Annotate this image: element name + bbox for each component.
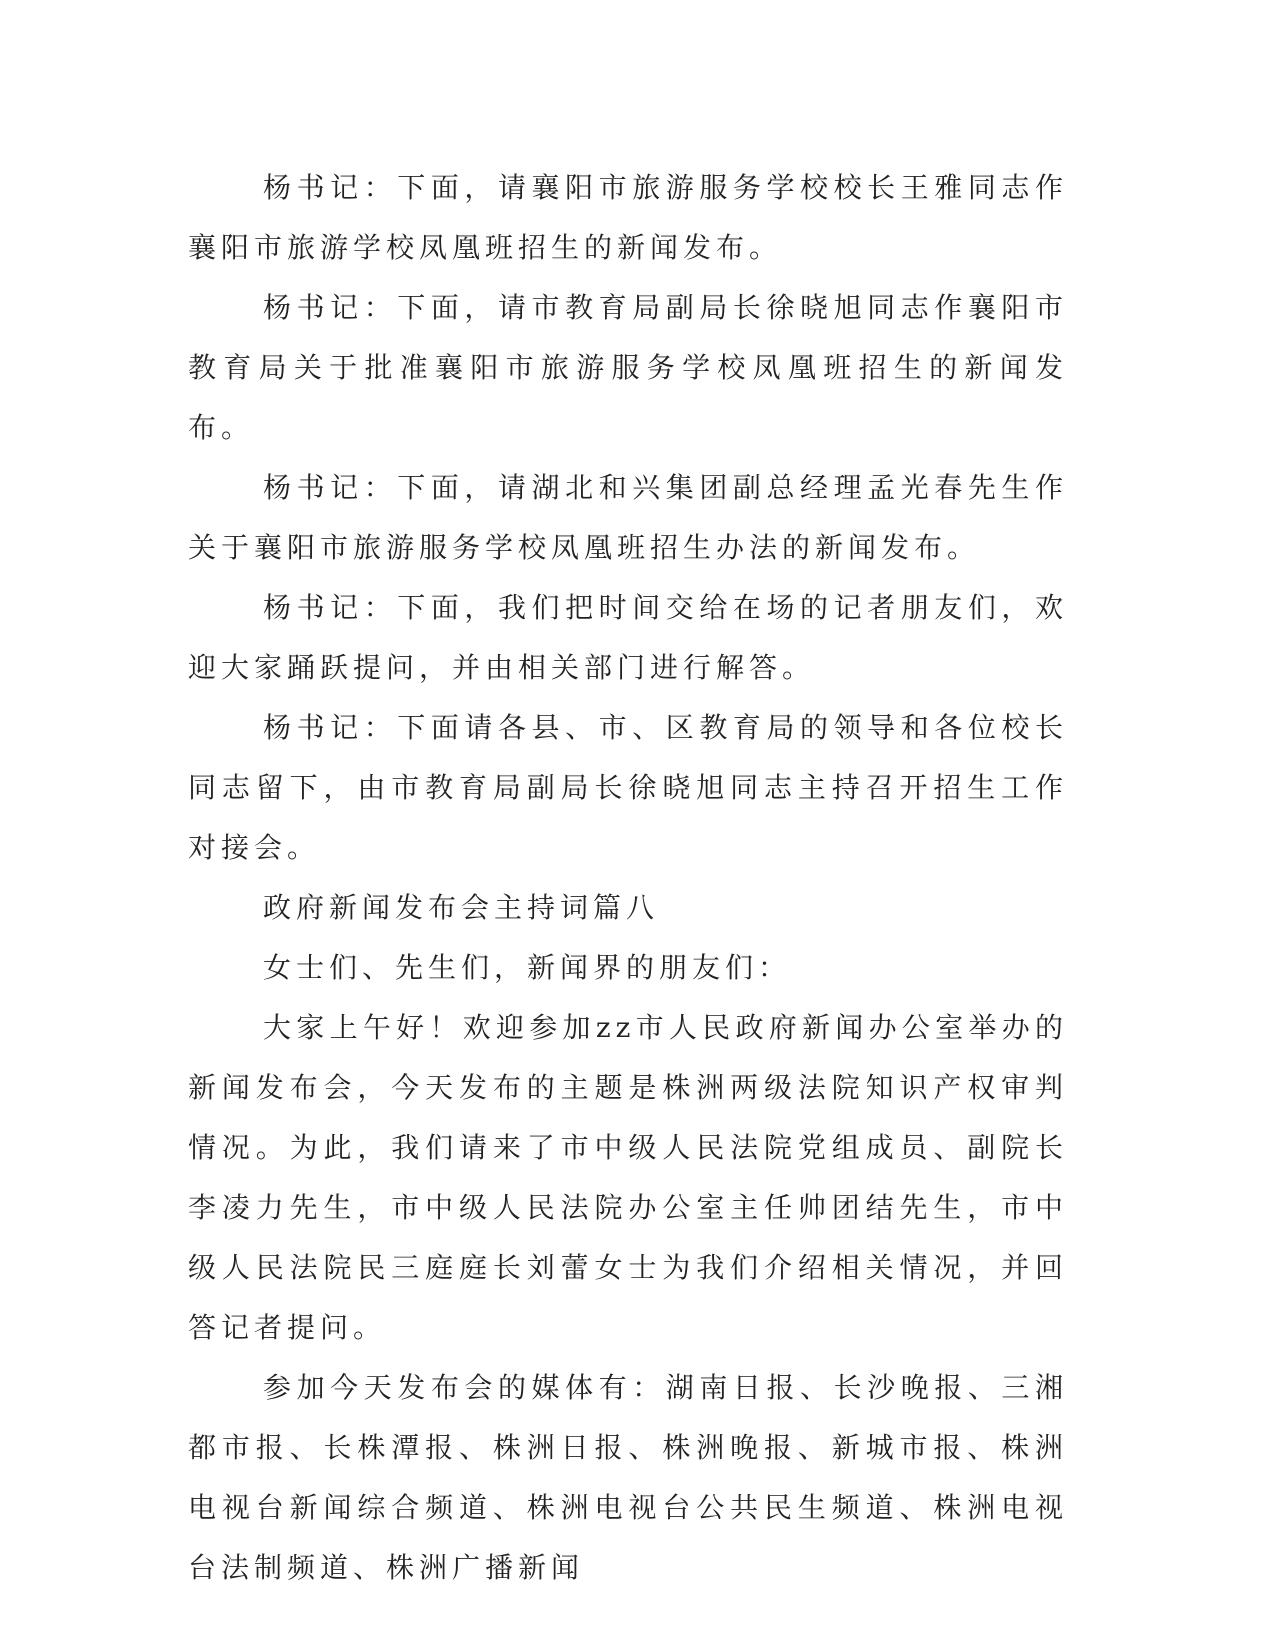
paragraph-opening: 大家上午好！欢迎参加zz市人民政府新闻办公室举办的新闻发布会，今天发布的主题是株洲两级法院知识产权审判情况。为此，我们请来了市中级人民法院党组成员、副院长李凌力先生，市中级人民法院办公室主任帅团结先生，市中级人民法院民三庭庭长刘蕾女士为我们介绍相关情况，并回答记者提问。 bbox=[188, 1011, 1068, 1344]
paragraph-2: 杨书记：下面，请市教育局副局长徐晓旭同志作襄阳市教育局关于批准襄阳市旅游服务学校凤凰班招生的新闻发布。 bbox=[188, 291, 1068, 444]
paragraph-3: 杨书记：下面，请湖北和兴集团副总经理孟光春先生作关于襄阳市旅游服务学校凤凰班招生办法的新闻发布。 bbox=[188, 471, 1068, 564]
paragraph-1: 杨书记：下面，请襄阳市旅游服务学校校长王雅同志作襄阳市旅游学校凤凰班招生的新闻发布。 bbox=[188, 171, 1068, 264]
document-body bbox=[188, 158, 1068, 1598]
section-heading: 政府新闻发布会主持词篇八 bbox=[263, 891, 660, 924]
paragraph-4: 杨书记：下面，我们把时间交给在场的记者朋友们，欢迎大家踊跃提问，并由相关部门进行解答。 bbox=[188, 591, 1068, 684]
paragraph-5: 杨书记：下面请各县、市、区教育局的领导和各位校长同志留下，由市教育局副局长徐晓旭同志主持召开招生工作对接会。 bbox=[188, 711, 1068, 864]
greeting-line: 女士们、先生们，新闻界的朋友们： bbox=[263, 951, 792, 984]
paragraph-media-list: 参加今天发布会的媒体有：湖南日报、长沙晚报、三湘都市报、长株潭报、株洲日报、株洲晚报、新城市报、株洲电视台新闻综合频道、株洲电视台公共民生频道、株洲电视台法制频道、株洲广播新闻 bbox=[188, 1371, 1068, 1584]
